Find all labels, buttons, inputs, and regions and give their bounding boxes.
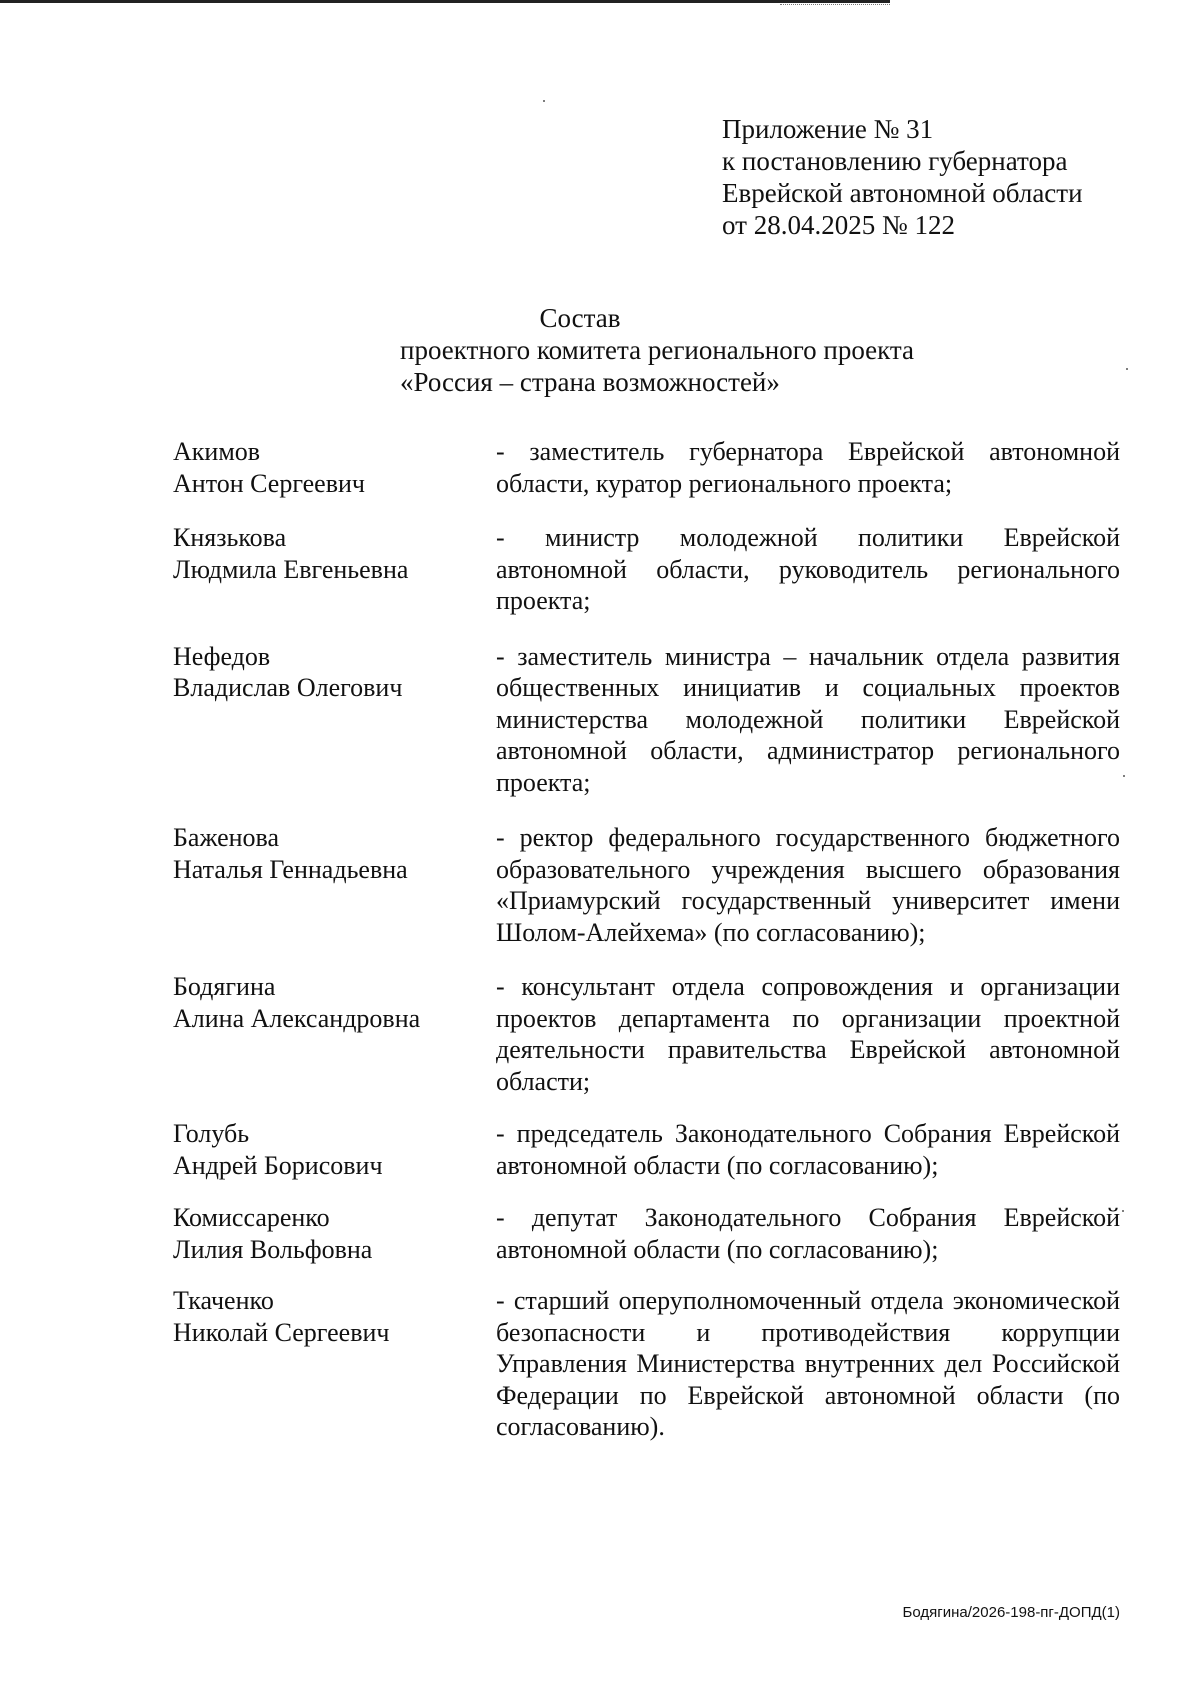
appendix-header: [722, 113, 1083, 241]
appendix-date: от 28.04.2025 № 122: [722, 210, 955, 240]
member-row: [173, 641, 1120, 799]
scan-speck: [1122, 1210, 1124, 1212]
member-role: - председатель Законодательного Собрания Еврейской автономной области (по согласованию);: [496, 1119, 1120, 1180]
appendix-reference: к постановлению губернатора: [722, 146, 1068, 176]
member-row: [173, 436, 1120, 499]
scan-speck: [1126, 368, 1128, 370]
member-surname: Князькова: [173, 523, 287, 552]
member-role: - заместитель губернатора Еврейской автономной области, куратор регионального проекта;: [496, 437, 1120, 498]
member-surname: Комиссаренко: [173, 1203, 330, 1232]
member-row: [173, 822, 1120, 948]
member-given-name: Антон Сергеевич: [173, 468, 365, 498]
member-name: [173, 971, 496, 1097]
member-name: [173, 1118, 496, 1181]
member-name: [173, 1285, 496, 1443]
member-row: [173, 971, 1120, 1097]
member-role: - консультант отдела сопровождения и организации проектов департамента по организации проектной деятельности правительства Еврейской автономной области;: [496, 972, 1120, 1096]
member-surname: Голубь: [173, 1119, 250, 1148]
member-surname: Баженова: [173, 823, 280, 852]
scan-speck: [543, 100, 545, 102]
appendix-region: Еврейской автономной области: [722, 178, 1083, 208]
member-name: [173, 436, 496, 499]
member-given-name: Владислав Олегович: [173, 673, 403, 702]
member-role: - заместитель министра – начальник отдела развития общественных инициатив и социальных проектов министерства молодежной политики Еврейской автономной области, администратор регионального проекта;: [496, 641, 1120, 797]
member-surname: Бодягина: [173, 972, 276, 1001]
member-name: [173, 641, 496, 799]
title-line-1: Состав: [539, 303, 621, 333]
member-given-name: Алина Александровна: [173, 1003, 421, 1033]
member-role: - ректор федерального государственного бюджетного образовательного учреждения высшего образования «Приамурский государственный университет имени Шолом-Алейхема» (по согласованию);: [496, 823, 1120, 947]
member-surname: Акимов: [173, 437, 261, 466]
title-line-2: проектного комитета регионального проекта: [400, 335, 915, 365]
scan-top-border: [0, 0, 890, 3]
member-given-name: Наталья Геннадьевна: [173, 854, 408, 884]
title-line-3: «Россия – страна возможностей»: [400, 367, 780, 397]
appendix-number: Приложение № 31: [722, 114, 934, 144]
document-registration-code: Бодягина/2026-198-пг-ДОПД(1): [902, 1604, 1120, 1621]
member-name: [173, 822, 496, 948]
member-row: [173, 522, 1120, 617]
scan-speck: [1123, 775, 1125, 777]
member-given-name: Лилия Вольфовна: [173, 1234, 373, 1264]
scan-border-dots: [780, 4, 890, 5]
member-name: [173, 1202, 496, 1265]
member-row: [173, 1285, 1120, 1443]
member-name: [173, 522, 496, 617]
member-row: [173, 1202, 1120, 1265]
member-surname: Нефедов: [173, 641, 271, 671]
committee-members-list: [173, 436, 1120, 1443]
document-title: [400, 302, 915, 398]
member-role: - депутат Законодательного Собрания Еврейской автономной области (по согласованию);: [496, 1203, 1120, 1264]
member-given-name: Андрей Борисович: [173, 1150, 383, 1180]
member-given-name: Николай Сергеевич: [173, 1317, 390, 1347]
member-role: - старший оперуполномоченный отдела экономической безопасности и противодействия коррупции Управления Министерства внутренних дел Российской Федерации по Еврейской автономной области (по согласованию).: [496, 1286, 1120, 1441]
member-row: [173, 1118, 1120, 1181]
member-surname: Ткаченко: [173, 1286, 274, 1315]
member-role: - министр молодежной политики Еврейской автономной области, руководитель регионального проекта;: [496, 523, 1120, 615]
member-given-name: Людмила Евгеньевна: [173, 554, 409, 584]
